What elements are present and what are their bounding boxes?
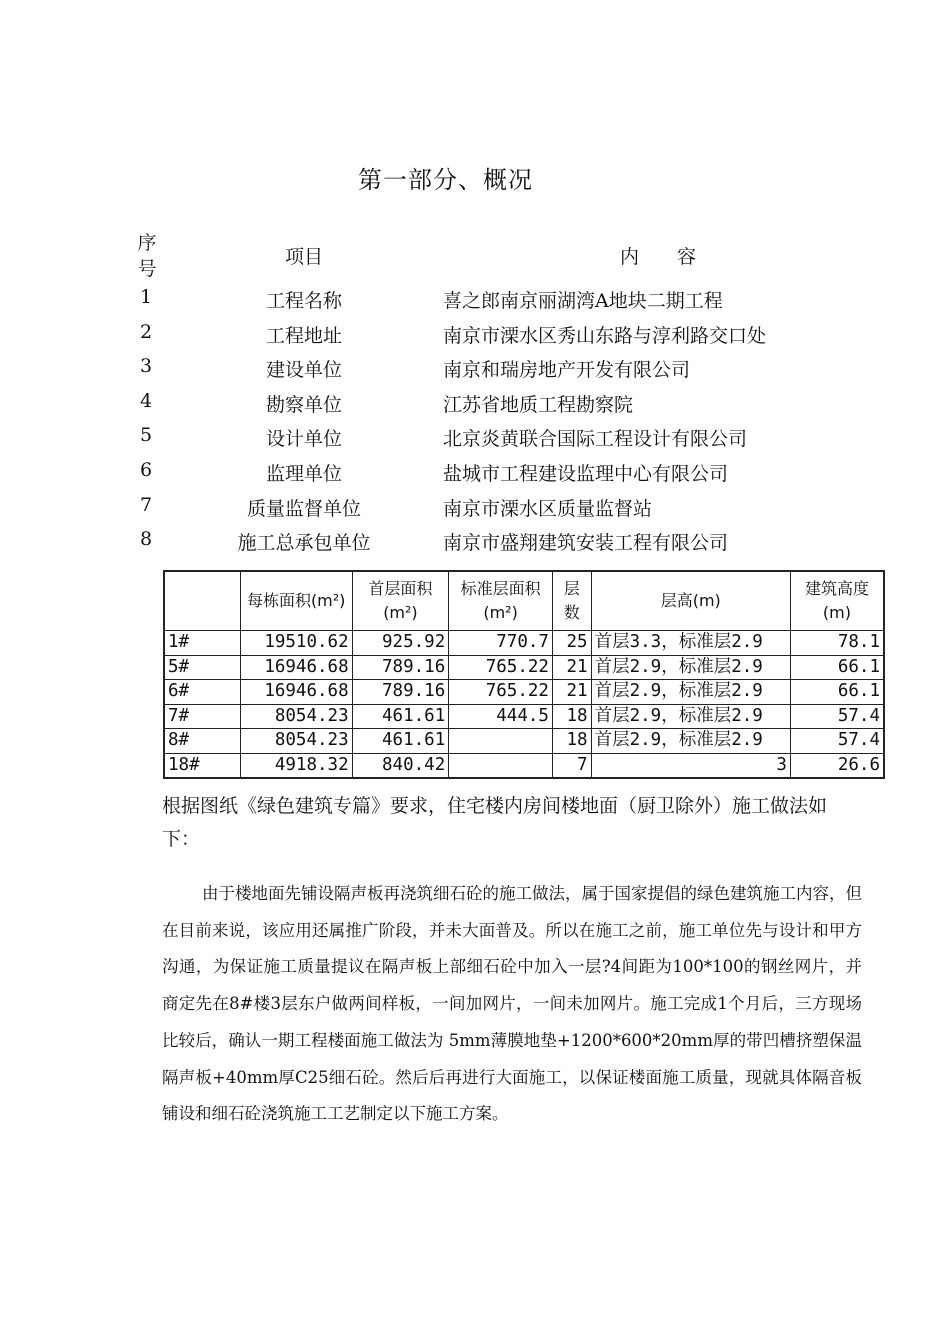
- building-first-area: 461.61: [352, 729, 449, 754]
- building-area: 8054.23: [240, 704, 352, 729]
- building-first-area: 925.92: [352, 631, 449, 656]
- overview-row: [120, 284, 840, 319]
- building-row: [164, 704, 884, 729]
- overview-row: [120, 492, 840, 527]
- building-name: 8#: [164, 729, 240, 754]
- header-no: [136, 230, 158, 282]
- building-first-area: 461.61: [352, 704, 449, 729]
- building-floor-height: 首层3.3，标准层2.9: [591, 631, 790, 656]
- row-content: 南京市溧水区秀山东路与淳利路交口处: [443, 324, 767, 347]
- row-item: 监理单位: [265, 462, 342, 485]
- building-col-name: [164, 571, 240, 631]
- building-std-area: 765.22: [449, 680, 553, 705]
- building-first-area: 840.42: [352, 753, 449, 778]
- building-area: 16946.68: [240, 655, 352, 680]
- row-content: 喜之郎南京丽湖湾A地块二期工程: [443, 290, 723, 312]
- building-std-area: [449, 729, 553, 754]
- building-row: [164, 655, 884, 680]
- building-col-floors: 层数: [552, 571, 591, 631]
- header-no-line2: 号: [137, 258, 157, 280]
- row-number: 1: [139, 286, 153, 308]
- building-col-total: 建筑高度(m): [790, 571, 884, 631]
- building-floors: 21: [552, 655, 591, 680]
- row-item: 工程名称: [265, 290, 342, 312]
- building-col-std: 标准层面积(m²): [449, 571, 553, 631]
- row-item: 质量监督单位: [246, 497, 361, 520]
- row-content: 南京市盛翔建筑安装工程有限公司: [443, 532, 729, 555]
- overview-row: [120, 388, 840, 423]
- building-name: 6#: [164, 680, 240, 705]
- building-floors: 21: [552, 680, 591, 705]
- row-number: 6: [139, 458, 153, 481]
- building-col-area: 每栋面积(m²): [240, 571, 352, 631]
- building-floors: 18: [552, 704, 591, 729]
- building-row: [164, 680, 884, 705]
- overview-row: [120, 353, 840, 388]
- row-item: 建设单位: [265, 359, 342, 382]
- building-total-height: 66.1: [790, 680, 884, 705]
- method-paragraph: 由于楼地面先铺设隔声板再浇筑细石砼的施工做法，属于国家提倡的绿色建筑施工内容，但在目前来说，该应用还属推广阶段，并未大面普及。所以在施工之前，施工单位先与设计和甲方沟通，为保证施工质量提议在隔声板上部细石砼中加入一层?4间距为100*100的钢丝网片，并商定先在8#楼3层东户做两间样板，一间加网片，一间未加网片。施工完成1个月后，三方现场比较后，确认一期工程楼面施工做法为 5mm薄膜地垫+1200*600*20mm厚的带凹槽挤塑保温隔声板+40mm厚C25细石砼。然后后再进行大面施工，以保证楼面施工质量，现就具体隔音板铺设和细石砼浇筑施工工艺制定以下施工方案。: [162, 884, 862, 1124]
- row-number: 5: [139, 424, 153, 447]
- row-number: 2: [139, 320, 153, 343]
- row-item: 施工总承包单位: [237, 532, 371, 555]
- overview-row: [120, 319, 840, 354]
- building-table: [163, 570, 885, 779]
- building-name: 18#: [164, 753, 240, 778]
- building-area: 16946.68: [240, 680, 352, 705]
- row-content: 南京市溧水区质量监督站: [443, 497, 653, 520]
- building-header-row: [164, 571, 884, 631]
- row-number: 8: [139, 528, 153, 551]
- page-title: 第一部分、概况: [358, 166, 533, 194]
- building-total-height: 26.6: [790, 753, 884, 778]
- row-content: 盐城市工程建设监理中心有限公司: [443, 462, 729, 485]
- building-row: [164, 753, 884, 778]
- row-content: 江苏省地质工程勘察院: [443, 393, 634, 416]
- row-content: 北京炎黄联合国际工程设计有限公司: [443, 428, 748, 451]
- building-floors: 7: [552, 753, 591, 778]
- building-std-area: 765.22: [449, 655, 553, 680]
- building-std-area: [449, 753, 553, 778]
- project-overview-table: [120, 226, 840, 561]
- overview-header-row: [120, 226, 840, 284]
- row-number: 7: [139, 493, 153, 516]
- row-item: 勘察单位: [265, 393, 342, 416]
- building-floor-height: 首层2.9，标准层2.9: [591, 655, 790, 680]
- building-floor-height: 首层2.9，标准层2.9: [591, 704, 790, 729]
- building-std-area: 444.5: [449, 704, 553, 729]
- building-floors: 25: [552, 631, 591, 656]
- building-name: 1#: [164, 631, 240, 656]
- building-first-area: 789.16: [352, 655, 449, 680]
- overview-row: [120, 422, 840, 457]
- building-total-height: 57.4: [790, 704, 884, 729]
- overview-row: [120, 526, 840, 561]
- building-area: 19510.62: [240, 631, 352, 656]
- building-total-height: 57.4: [790, 729, 884, 754]
- building-col-height: 层高(m): [591, 571, 790, 631]
- row-item: 工程地址: [265, 324, 342, 347]
- building-total-height: 78.1: [790, 631, 884, 656]
- building-floor-height: 首层2.9，标准层2.9: [591, 729, 790, 754]
- building-name: 7#: [164, 704, 240, 729]
- row-number: 4: [139, 389, 153, 412]
- row-content: 南京和瑞房地产开发有限公司: [443, 359, 691, 382]
- header-item: 项目: [284, 246, 323, 268]
- building-total-height: 66.1: [790, 655, 884, 680]
- building-std-area: 770.7: [449, 631, 553, 656]
- building-floor-height: 3: [591, 753, 790, 778]
- overview-row: [120, 457, 840, 492]
- header-no-line1: 序: [137, 232, 157, 254]
- building-row: [164, 631, 884, 656]
- building-name: 5#: [164, 655, 240, 680]
- building-area: 4918.32: [240, 753, 352, 778]
- building-row: [164, 729, 884, 754]
- row-item: 设计单位: [265, 428, 342, 451]
- building-floor-height: 首层2.9，标准层2.9: [591, 680, 790, 705]
- row-number: 3: [139, 355, 153, 378]
- building-col-first: 首层面积(m²): [352, 571, 449, 631]
- building-floors: 18: [552, 729, 591, 754]
- intro-paragraph: 根据图纸《绿色建筑专篇》要求，住宅楼内房间楼地面（厨卫除外）施工做法如下：: [162, 795, 828, 850]
- header-content: 内 容: [620, 246, 697, 268]
- building-area: 8054.23: [240, 729, 352, 754]
- building-first-area: 789.16: [352, 680, 449, 705]
